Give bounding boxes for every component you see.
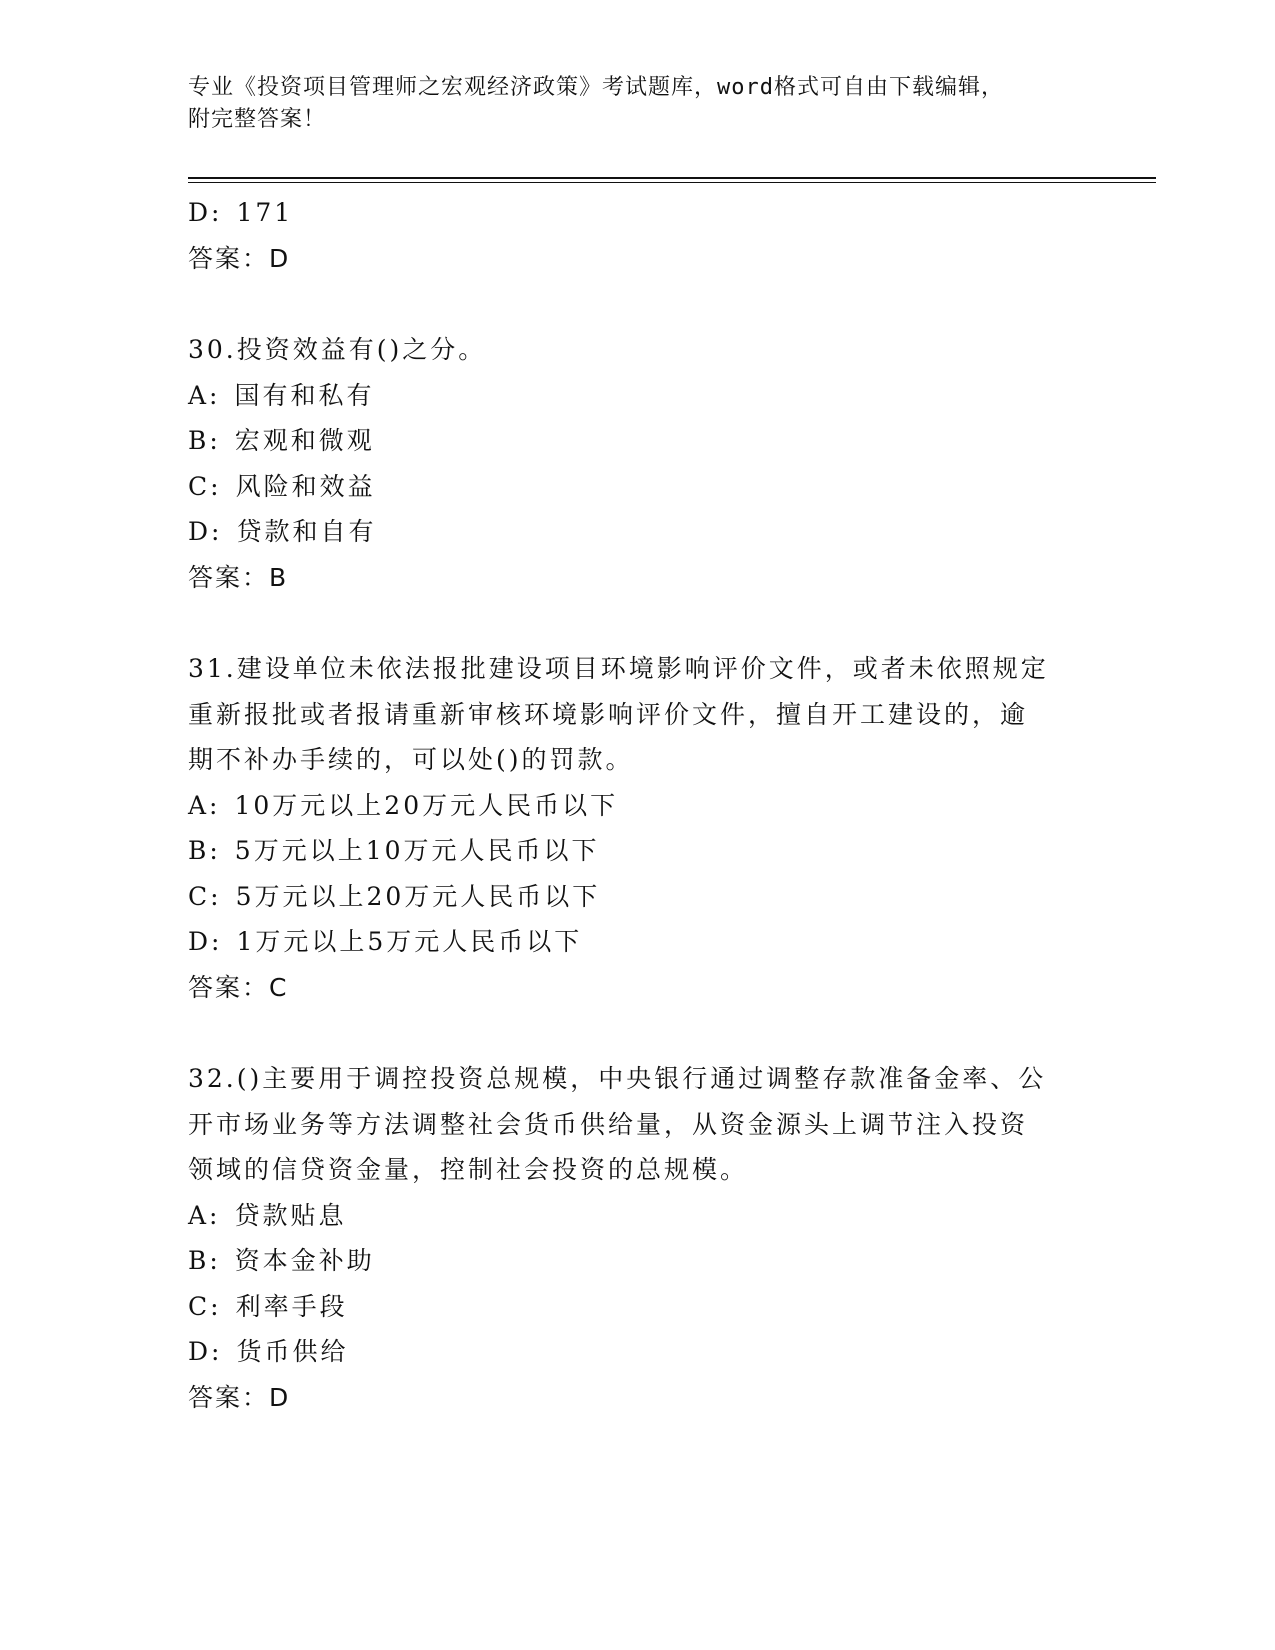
- option-label: B:: [188, 426, 221, 455]
- answer-line: 答案：B: [188, 562, 289, 592]
- spacer: [188, 281, 1108, 327]
- option-text: 贷款贴息: [234, 1200, 347, 1230]
- question-text: 领域的信贷资金量，控制社会投资的总规模。: [188, 1155, 749, 1184]
- option-text: 5万元以上10万元人民币以下: [234, 836, 600, 865]
- answer-line: 答案：D: [188, 1382, 291, 1412]
- question-block: [188, 646, 1108, 1010]
- option-text: 资本金补助: [234, 1246, 375, 1275]
- option-b: [188, 1238, 1108, 1284]
- option-d: [188, 190, 1108, 236]
- option-text: 国有和私有: [234, 380, 375, 410]
- spacer: [188, 1010, 1108, 1056]
- header-divider-thick: [188, 177, 1156, 179]
- question-content: [188, 190, 1108, 1420]
- option-text: 171: [236, 198, 294, 227]
- option-label: C:: [188, 471, 222, 501]
- option-label: A:: [188, 1200, 221, 1230]
- option-text: 宏观和微观: [234, 426, 375, 455]
- option-label: D:: [188, 1337, 223, 1366]
- option-text: 利率手段: [235, 1291, 348, 1321]
- option-label: D:: [188, 517, 223, 546]
- answer-line: 答案：C: [188, 972, 289, 1002]
- header-line-2: 附完整答案！: [188, 107, 327, 132]
- spacer: [188, 600, 1108, 646]
- option-text: 1万元以上5万元人民币以下: [236, 927, 583, 956]
- answer-line: 答案：D: [188, 243, 291, 273]
- option-label: A:: [188, 380, 221, 410]
- question-text: 31.建设单位未依法报批建设项目环境影响评价文件，或者未依照规定: [188, 654, 1049, 683]
- option-b: [188, 828, 1108, 874]
- option-label: D:: [188, 198, 223, 227]
- option-a: [188, 373, 1108, 419]
- question-text: 重新报批或者报请重新审核环境影响评价文件，擅自开工建设的，逾: [188, 699, 1029, 729]
- option-text: 货币供给: [236, 1337, 349, 1366]
- option-c: [188, 464, 1108, 510]
- header-divider-thin: [188, 182, 1156, 183]
- option-label: A:: [188, 790, 221, 820]
- option-a: [188, 1193, 1108, 1239]
- header-line-1: 专业《投资项目管理师之宏观经济政策》考试题库，word格式可自由下载编辑，: [188, 75, 1004, 100]
- option-c: [188, 1284, 1108, 1330]
- option-b: [188, 418, 1108, 464]
- option-c: [188, 874, 1108, 920]
- option-text: 风险和效益: [235, 471, 376, 501]
- option-a: [188, 783, 1108, 829]
- option-d: [188, 509, 1108, 555]
- question-text: 30.投资效益有()之分。: [188, 335, 487, 364]
- question-text: 32.()主要用于调控投资总规模，中央银行通过调整存款准备金率、公: [188, 1064, 1047, 1093]
- option-label: C:: [188, 1291, 222, 1321]
- question-block: [188, 327, 1108, 600]
- option-text: 5万元以上20万元人民币以下: [235, 881, 601, 911]
- option-d: [188, 1329, 1108, 1375]
- option-label: B:: [188, 1246, 221, 1275]
- question-block: [188, 1056, 1108, 1420]
- page-header: [188, 72, 1088, 136]
- option-text: 10万元以上20万元人民币以下: [234, 790, 619, 820]
- question-text: 期不补办手续的，可以处()的罚款。: [188, 745, 634, 774]
- option-text: 贷款和自有: [236, 517, 377, 546]
- question-text: 开市场业务等方法调整社会货币供给量，从资金源头上调节注入投资: [188, 1109, 1029, 1139]
- option-d: [188, 919, 1108, 965]
- option-label: C:: [188, 881, 222, 911]
- option-label: D:: [188, 927, 223, 956]
- option-label: B:: [188, 836, 221, 865]
